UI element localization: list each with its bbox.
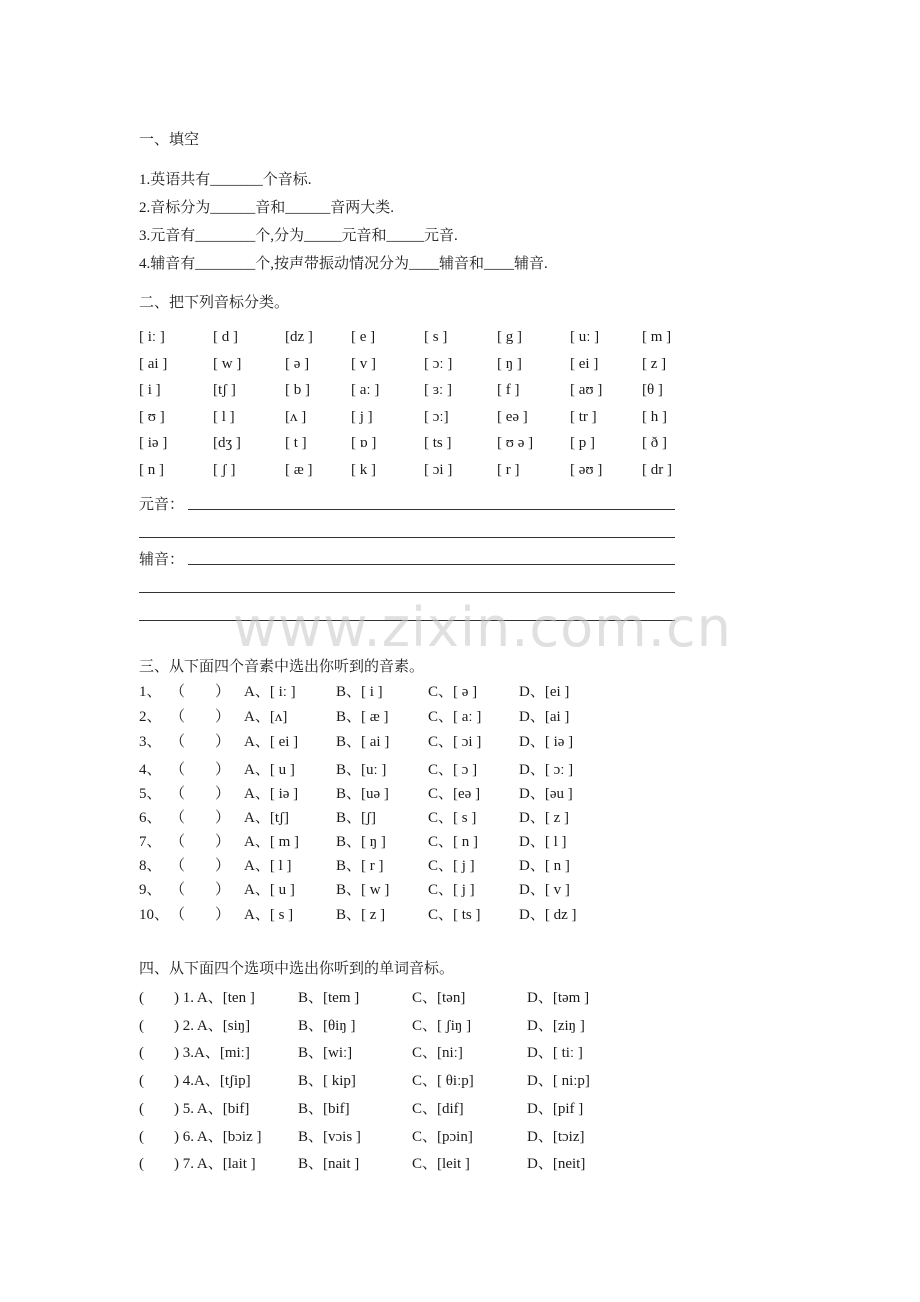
grid-row	[139, 460, 699, 487]
option-c: C、[pɔin]	[412, 1129, 473, 1145]
option-d: D、[ iə ]	[519, 734, 574, 750]
option-c: C、[ ɔ ]	[428, 762, 478, 778]
phonetic-symbol: [ e ]	[351, 329, 376, 345]
question-stem-option-a: ( ) 2. A、[siŋ]	[139, 1018, 251, 1034]
option-c: C、[tən]	[412, 990, 466, 1006]
phonetic-symbol: [ ai ]	[139, 355, 168, 372]
question-number: 4、	[139, 762, 162, 778]
question-number: 2、	[139, 709, 162, 725]
option-b: B、[ w ]	[336, 882, 390, 898]
option-c: C、[ ɔi ]	[428, 734, 482, 750]
grid-row	[139, 327, 699, 354]
phonetic-symbol: [ ʊ ə ]	[497, 435, 534, 452]
fill-line-1: 1.英语共有_______个音标.	[139, 172, 312, 188]
fill-line-2: 2.音标分为______音和______音两大类.	[139, 200, 395, 216]
option-b: B、[nait ]	[298, 1156, 360, 1172]
option-c: C、[niː]	[412, 1045, 463, 1061]
phonetic-symbol: [ m ]	[642, 329, 672, 345]
option-c: C、[ n ]	[428, 834, 478, 850]
phonetic-symbol: [ aː ]	[351, 382, 380, 399]
phonetic-symbol: [ uː ]	[570, 329, 600, 345]
phonetic-symbol: [ʌ ]	[285, 408, 307, 425]
option-c: C、[ j ]	[428, 882, 475, 898]
option-d: D、[ n ]	[519, 858, 570, 874]
phonetic-symbol: [dz ]	[285, 329, 313, 345]
phonetic-symbol: [ s ]	[424, 329, 448, 345]
question-number: 3、	[139, 734, 162, 750]
phonetic-symbol: [ i ]	[139, 382, 161, 399]
answer-parentheses: （ ）	[170, 834, 231, 850]
question-stem-option-a: ( ) 4.A、[tʃip]	[139, 1073, 251, 1089]
option-b: B、[ r ]	[336, 858, 384, 874]
option-d: D、[neit]	[527, 1156, 586, 1172]
question-number: 8、	[139, 858, 162, 874]
option-c: C、[dif]	[412, 1101, 464, 1117]
answer-parentheses: （ ）	[170, 786, 231, 802]
phonetic-symbol: [ iə ]	[139, 435, 168, 452]
question-number: 5、	[139, 786, 162, 802]
fill-line-4: 4.辅音有________个,按声带振动情况分为____辅音和____辅音.	[139, 256, 548, 272]
option-a: A、[tʃ]	[244, 810, 289, 826]
answer-parentheses: （ ）	[170, 882, 231, 898]
phonetic-symbol: [ ɔi ]	[424, 461, 453, 478]
answer-parentheses: （ ）	[170, 684, 231, 700]
option-b: B、[vɔis ]	[298, 1129, 361, 1145]
option-a: A、[ s ]	[244, 907, 294, 923]
phonetic-symbol: [ tr ]	[570, 408, 597, 425]
phonetic-symbol-grid	[139, 327, 699, 487]
option-c: C、[ j ]	[428, 858, 475, 874]
answer-parentheses: （ ）	[170, 907, 231, 923]
section2-title: 二、把下列音标分类。	[139, 295, 290, 311]
watermark: www.zixin.com.cn	[233, 596, 732, 659]
phonetic-symbol: [ ʃ ]	[213, 461, 236, 478]
phonetic-symbol: [ iː ]	[139, 329, 165, 345]
option-c: C、[leit ]	[412, 1156, 470, 1172]
option-b: B、[tem ]	[298, 990, 360, 1006]
phonetic-symbol: [dʒ ]	[213, 435, 241, 452]
option-d: D、[tɔiz]	[527, 1129, 585, 1145]
phonetic-symbol: [ ɒ ]	[351, 435, 377, 452]
question-number: 9、	[139, 882, 162, 898]
phonetic-symbol: [ p ]	[570, 435, 595, 452]
question-number: 7、	[139, 834, 162, 850]
question-stem-option-a: ( ) 5. A、[bif]	[139, 1101, 250, 1117]
option-d: D、[ dz ]	[519, 907, 577, 923]
option-d: D、[ niːp]	[527, 1073, 590, 1089]
option-b: B、[wiː]	[298, 1045, 353, 1061]
option-c: C、[ ʃiŋ ]	[412, 1018, 472, 1034]
phonetic-symbol: [ eə ]	[497, 408, 528, 425]
option-d: D、[ tiː ]	[527, 1045, 583, 1061]
phonetic-symbol: [ əʊ ]	[570, 461, 603, 478]
option-d: D、[ v ]	[519, 882, 570, 898]
grid-row	[139, 433, 699, 460]
section3-title: 三、从下面四个音素中选出你听到的音素。	[139, 659, 425, 675]
section1-title: 一、填空	[139, 132, 200, 148]
option-b: B、[ z ]	[336, 907, 386, 923]
option-a: A、[ iː ]	[244, 684, 296, 700]
phonetic-symbol: [ ts ]	[424, 435, 452, 452]
phonetic-symbol: [ ə ]	[285, 355, 310, 372]
phonetic-symbol: [ ɔː]	[424, 408, 449, 425]
option-a: A、[ʌ]	[244, 709, 288, 725]
option-d: D、[ai ]	[519, 709, 570, 725]
phonetic-symbol: [ b ]	[285, 382, 310, 399]
answer-parentheses: （ ）	[170, 810, 231, 826]
phonetic-symbol: [ z ]	[642, 355, 667, 372]
option-d: D、[təm ]	[527, 990, 590, 1006]
answer-parentheses: （ ）	[170, 734, 231, 750]
phonetic-symbol: [ w ]	[213, 355, 242, 372]
phonetic-symbol: [ d ]	[213, 329, 238, 345]
option-b: B、[ʃ]	[336, 810, 376, 826]
phonetic-symbol: [ h ]	[642, 408, 667, 425]
question-number: 6、	[139, 810, 162, 826]
option-b: B、[ kip]	[298, 1073, 356, 1089]
phonetic-symbol: [ aʊ ]	[570, 382, 603, 399]
question-number: 10、	[139, 907, 170, 923]
vowel-label: 元音：	[139, 497, 185, 513]
answer-line	[188, 564, 675, 565]
answer-parentheses: （ ）	[170, 709, 231, 725]
phonetic-symbol: [ ʊ ]	[139, 408, 165, 425]
option-d: D、[ei ]	[519, 684, 570, 700]
phonetic-symbol: [ t ]	[285, 435, 307, 452]
section4-title: 四、从下面四个选项中选出你听到的单词音标。	[139, 961, 455, 977]
option-b: B、[ æ ]	[336, 709, 389, 725]
grid-row	[139, 380, 699, 407]
option-c: C、[ ə ]	[428, 684, 478, 700]
option-a: A、[ m ]	[244, 834, 299, 850]
option-c: C、[ aː ]	[428, 709, 482, 725]
phonetic-symbol: [ æ ]	[285, 461, 313, 478]
option-b: B、[uː ]	[336, 762, 387, 778]
question-stem-option-a: ( ) 3.A、[miː]	[139, 1045, 250, 1061]
question-stem-option-a: ( ) 7. A、[lait ]	[139, 1156, 256, 1172]
phonetic-symbol: [ j ]	[351, 408, 373, 425]
answer-parentheses: （ ）	[170, 762, 231, 778]
option-b: B、[ i ]	[336, 684, 383, 700]
option-d: D、[ z ]	[519, 810, 569, 826]
option-a: A、[ iə ]	[244, 786, 299, 802]
phonetic-symbol: [ f ]	[497, 382, 520, 399]
answer-line	[139, 537, 675, 538]
phonetic-symbol: [ v ]	[351, 355, 376, 372]
option-a: A、[ u ]	[244, 762, 295, 778]
phonetic-symbol: [ ŋ ]	[497, 355, 522, 372]
option-b: B、[ ŋ ]	[336, 834, 386, 850]
fill-line-3: 3.元音有________个,分为_____元音和_____元音.	[139, 228, 458, 244]
phonetic-symbol: [ r ]	[497, 461, 520, 478]
phonetic-symbol: [θ ]	[642, 382, 663, 399]
answer-parentheses: （ ）	[170, 858, 231, 874]
option-b: B、[ ai ]	[336, 734, 390, 750]
phonetic-symbol: [ g ]	[497, 329, 522, 345]
phonetic-symbol: [ l ]	[213, 408, 235, 425]
answer-line	[188, 509, 675, 510]
option-d: D、[ l ]	[519, 834, 567, 850]
option-b: B、[bif]	[298, 1101, 350, 1117]
phonetic-symbol: [ k ]	[351, 461, 376, 478]
option-c: C、[ s ]	[428, 810, 477, 826]
question-stem-option-a: ( ) 1. A、[ten ]	[139, 990, 255, 1006]
option-a: A、[ l ]	[244, 858, 292, 874]
phonetic-symbol: [ n ]	[139, 461, 164, 478]
option-c: C、[eə ]	[428, 786, 481, 802]
phonetic-symbol: [ ð ]	[642, 435, 667, 452]
option-a: A、[ u ]	[244, 882, 295, 898]
option-a: A、[ ei ]	[244, 734, 299, 750]
option-c: C、[ θiːp]	[412, 1073, 474, 1089]
option-d: D、[əu ]	[519, 786, 573, 802]
answer-line	[139, 592, 675, 593]
grid-row	[139, 407, 699, 434]
phonetic-symbol: [ dr ]	[642, 461, 672, 478]
consonant-label: 辅音：	[139, 552, 185, 568]
grid-row	[139, 354, 699, 381]
option-c: C、[ ts ]	[428, 907, 481, 923]
option-d: D、[ziŋ ]	[527, 1018, 585, 1034]
option-b: B、[uə ]	[336, 786, 389, 802]
phonetic-symbol: [ ɔː ]	[424, 355, 453, 372]
question-stem-option-a: ( ) 6. A、[bɔiz ]	[139, 1129, 262, 1145]
question-number: 1、	[139, 684, 162, 700]
option-d: D、[pif ]	[527, 1101, 584, 1117]
phonetic-symbol: [tʃ ]	[213, 382, 236, 399]
option-d: D、[ ɔː ]	[519, 762, 574, 778]
phonetic-symbol: [ ɜː ]	[424, 382, 452, 399]
option-b: B、[θiŋ ]	[298, 1018, 356, 1034]
phonetic-symbol: [ ei ]	[570, 355, 599, 372]
